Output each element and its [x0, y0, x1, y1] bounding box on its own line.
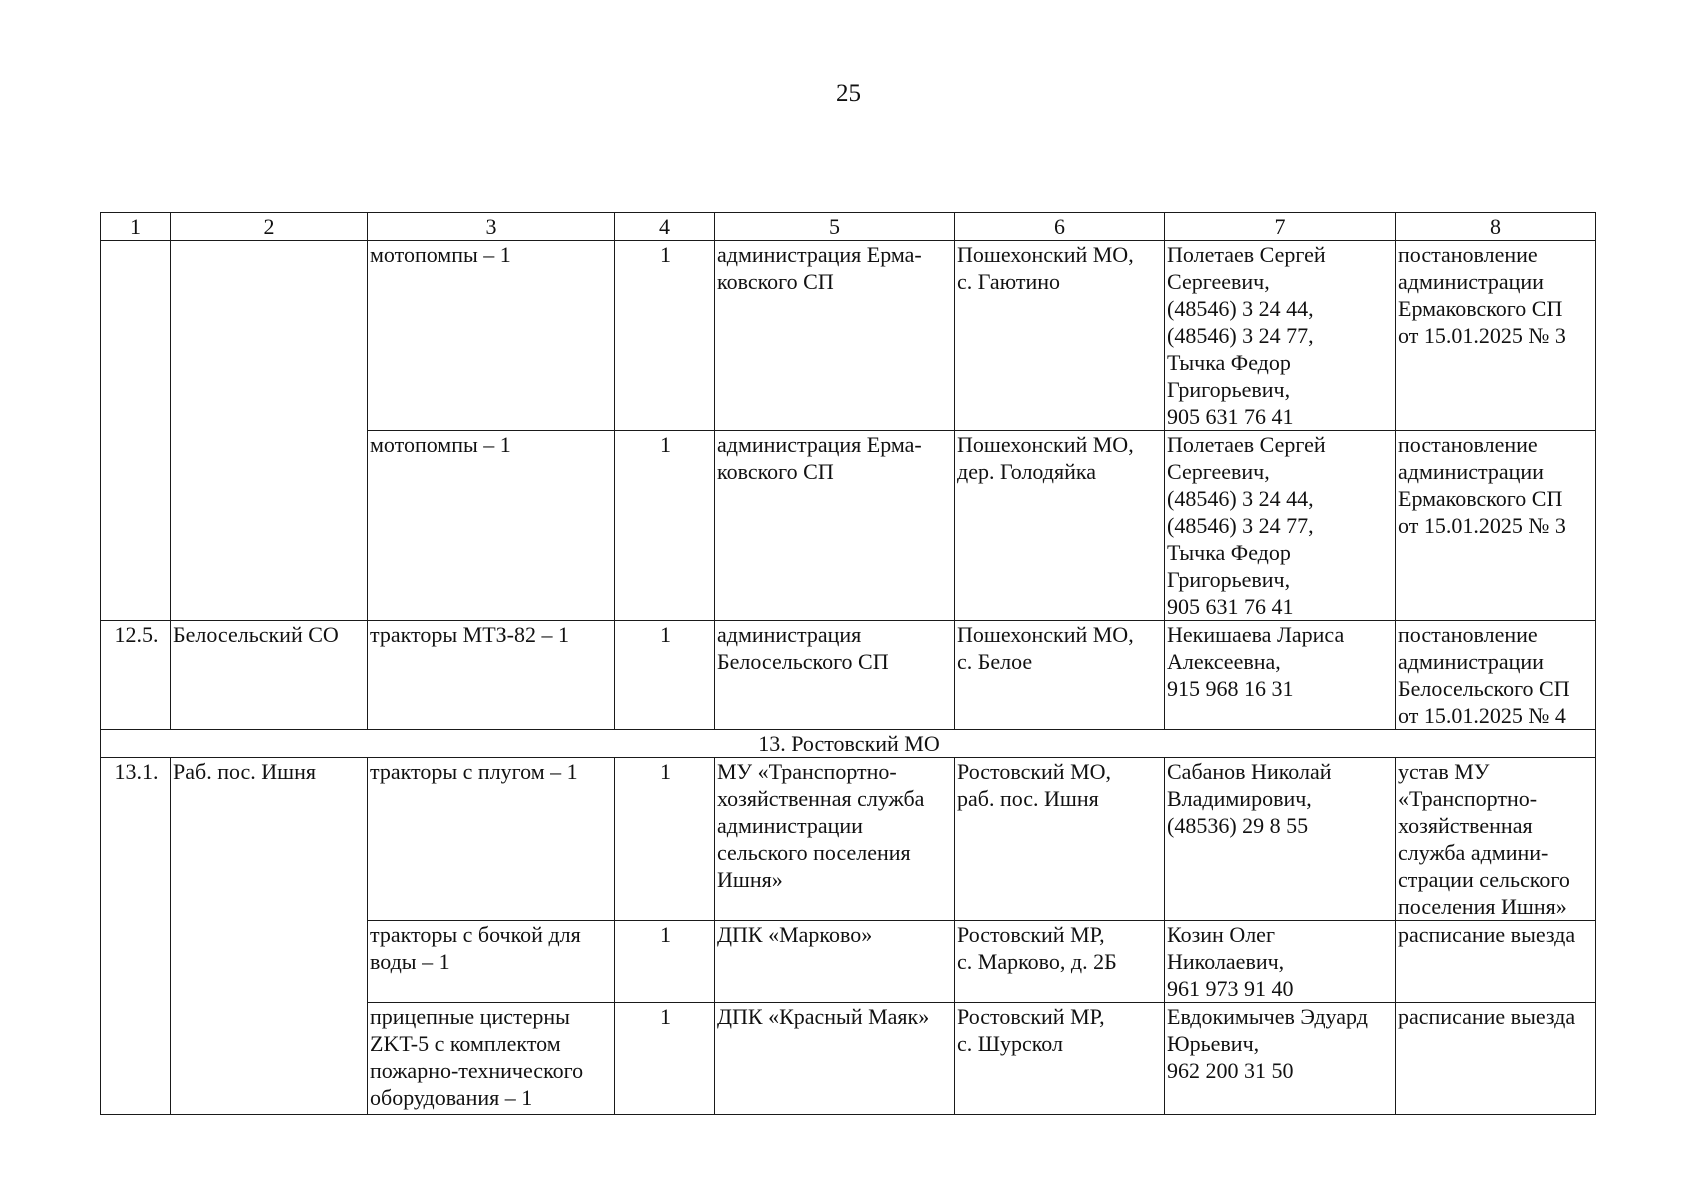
location-cell: [955, 431, 1165, 621]
basis-line: постановление: [1398, 242, 1538, 267]
contact-line: 905 631 76 41: [1167, 404, 1294, 429]
equipment-text: тракторы МТЗ-82 – 1: [370, 622, 569, 647]
contact-line: Тычка Федор: [1167, 540, 1291, 565]
contact-cell: [1165, 1003, 1396, 1115]
contact-line: Евдокимычев Эдуард: [1167, 1004, 1368, 1029]
row-number-cell: 13.1.: [101, 758, 171, 1115]
location-line: с. Белое: [957, 649, 1033, 674]
contact-cell: [1165, 758, 1396, 921]
equipment-line: прицепные цистерны: [370, 1004, 570, 1029]
equipment-text: тракторы с плугом – 1: [370, 759, 578, 784]
contact-line: 915 968 16 31: [1167, 676, 1294, 701]
location-line: Пошехонский МО,: [957, 622, 1134, 647]
location-line: Пошехонский МО,: [957, 242, 1134, 267]
location-line: с. Марково, д. 2Б: [957, 949, 1117, 974]
location-line: дер. Голодяйка: [957, 459, 1097, 484]
contact-line: Григорьевич,: [1167, 377, 1291, 402]
quantity-cell: 1: [615, 241, 715, 431]
owner-line: администрации: [717, 813, 863, 838]
contact-line: Козин Олег: [1167, 922, 1275, 947]
quantity-cell: 1: [615, 758, 715, 921]
contact-line: 905 631 76 41: [1167, 594, 1294, 619]
table-row: [101, 241, 1596, 431]
column-header: 8: [1396, 213, 1596, 241]
basis-line: устав МУ: [1398, 759, 1490, 784]
location-line: с. Гаютино: [957, 269, 1061, 294]
table-row: [101, 758, 1596, 921]
contact-cell: [1165, 241, 1396, 431]
basis-cell: [1396, 758, 1596, 921]
basis-line: служба админи-: [1398, 840, 1549, 865]
page-number: 25: [836, 80, 861, 107]
owner-cell: [715, 758, 955, 921]
basis-line: администрации: [1398, 459, 1544, 484]
basis-line: поселения Ишня»: [1398, 894, 1567, 919]
column-header: 5: [715, 213, 955, 241]
owner-line: ДПК «Красный Маяк»: [717, 1004, 930, 1029]
table-header-row: [101, 213, 1596, 241]
contact-line: 962 200 31 50: [1167, 1058, 1294, 1083]
section-title: 13. Ростовский МО: [101, 730, 1596, 758]
vehicles-table: [100, 212, 1596, 1115]
column-header: 3: [368, 213, 615, 241]
equipment-cell: [368, 921, 615, 1003]
owner-line: администрация Ерма-: [717, 242, 922, 267]
contact-line: Владимирович,: [1167, 786, 1312, 811]
location-cell: [955, 1003, 1165, 1115]
owner-line: Ишня»: [717, 867, 783, 892]
equipment-cell: [368, 241, 615, 431]
column-header: 6: [955, 213, 1165, 241]
owner-cell: [715, 921, 955, 1003]
quantity-cell: 1: [615, 921, 715, 1003]
basis-cell: [1396, 431, 1596, 621]
contact-line: Полетаев Сергей: [1167, 432, 1326, 457]
location-cell: [955, 758, 1165, 921]
contact-line: Полетаев Сергей: [1167, 242, 1326, 267]
column-header: 4: [615, 213, 715, 241]
owner-line: администрация Ерма-: [717, 432, 922, 457]
basis-line: расписание выезда: [1398, 1004, 1576, 1029]
basis-line: страции сельского: [1398, 867, 1570, 892]
basis-line: Белосельского СП: [1398, 676, 1570, 701]
equipment-line: воды – 1: [370, 949, 450, 974]
basis-line: постановление: [1398, 622, 1538, 647]
row-number-cell: 12.5.: [101, 621, 171, 730]
basis-line: от 15.01.2025 № 4: [1398, 703, 1566, 728]
contact-line: Тычка Федор: [1167, 350, 1291, 375]
basis-line: от 15.01.2025 № 3: [1398, 323, 1566, 348]
owner-line: хозяйственная служба: [717, 786, 925, 811]
owner-cell: [715, 621, 955, 730]
contact-line: Некишаева Лариса: [1167, 622, 1345, 647]
equipment-text: мотопомпы – 1: [370, 432, 511, 457]
equipment-text: мотопомпы – 1: [370, 242, 511, 267]
location-line: Пошехонский МО,: [957, 432, 1134, 457]
contact-cell: [1165, 431, 1396, 621]
column-header: 7: [1165, 213, 1396, 241]
basis-cell: [1396, 1003, 1596, 1115]
basis-line: администрации: [1398, 269, 1544, 294]
settlement-cell: Раб. пос. Ишня: [171, 758, 368, 1115]
column-header: 2: [171, 213, 368, 241]
contact-line: (48546) 3 24 44,: [1167, 486, 1314, 511]
location-line: раб. пос. Ишня: [957, 786, 1099, 811]
owner-line: сельского поселения: [717, 840, 911, 865]
settlement-cell: Белосельский СО: [171, 621, 368, 730]
equipment-line: пожарно-технического: [370, 1058, 584, 1083]
basis-cell: [1396, 921, 1596, 1003]
equipment-line: ZKT-5 с комплектом: [370, 1031, 561, 1056]
location-cell: [955, 621, 1165, 730]
basis-line: администрации: [1398, 649, 1544, 674]
owner-line: Белосельского СП: [717, 649, 889, 674]
contact-line: 961 973 91 40: [1167, 976, 1294, 1001]
quantity-cell: 1: [615, 1003, 715, 1115]
owner-cell: [715, 431, 955, 621]
location-cell: [955, 921, 1165, 1003]
table-row: [101, 621, 1596, 730]
contact-line: Юрьевич,: [1167, 1031, 1260, 1056]
contact-line: Григорьевич,: [1167, 567, 1291, 592]
column-header: 1: [101, 213, 171, 241]
contact-cell: [1165, 621, 1396, 730]
equipment-cell: [368, 621, 615, 730]
location-line: с. Шурскол: [957, 1031, 1063, 1056]
location-line: Ростовский МО,: [957, 759, 1112, 784]
contact-line: Сабанов Николай: [1167, 759, 1332, 784]
equipment-line: тракторы с бочкой для: [370, 922, 581, 947]
basis-line: расписание выезда: [1398, 922, 1576, 947]
location-cell: [955, 241, 1165, 431]
equipment-cell: [368, 431, 615, 621]
contact-line: Николаевич,: [1167, 949, 1285, 974]
contact-line: Сергеевич,: [1167, 459, 1270, 484]
settlement-cell: [171, 241, 368, 621]
owner-cell: [715, 1003, 955, 1115]
location-line: Ростовский МР,: [957, 922, 1105, 947]
contact-line: (48546) 3 24 77,: [1167, 513, 1314, 538]
basis-line: Ермаковского СП: [1398, 486, 1563, 511]
owner-line: МУ «Транспортно-: [717, 759, 897, 784]
basis-line: от 15.01.2025 № 3: [1398, 513, 1566, 538]
contact-cell: [1165, 921, 1396, 1003]
owner-cell: [715, 241, 955, 431]
owner-line: администрация: [717, 622, 862, 647]
equipment-line: оборудования – 1: [370, 1085, 533, 1110]
section-row: [101, 730, 1596, 758]
basis-line: «Транспортно-: [1398, 786, 1538, 811]
row-number-cell: [101, 241, 171, 621]
equipment-cell: [368, 1003, 615, 1115]
contact-line: (48546) 3 24 44,: [1167, 296, 1314, 321]
contact-line: Алексеевна,: [1167, 649, 1281, 674]
contact-line: Сергеевич,: [1167, 269, 1270, 294]
equipment-cell: [368, 758, 615, 921]
owner-line: ковского СП: [717, 459, 834, 484]
basis-line: хозяйственная: [1398, 813, 1533, 838]
quantity-cell: 1: [615, 431, 715, 621]
basis-line: Ермаковского СП: [1398, 296, 1563, 321]
contact-line: (48536) 29 8 55: [1167, 813, 1309, 838]
basis-cell: [1396, 241, 1596, 431]
basis-line: постановление: [1398, 432, 1538, 457]
contact-line: (48546) 3 24 77,: [1167, 323, 1314, 348]
owner-line: ковского СП: [717, 269, 834, 294]
quantity-cell: 1: [615, 621, 715, 730]
owner-line: ДПК «Марково»: [717, 922, 873, 947]
location-line: Ростовский МР,: [957, 1004, 1105, 1029]
basis-cell: [1396, 621, 1596, 730]
